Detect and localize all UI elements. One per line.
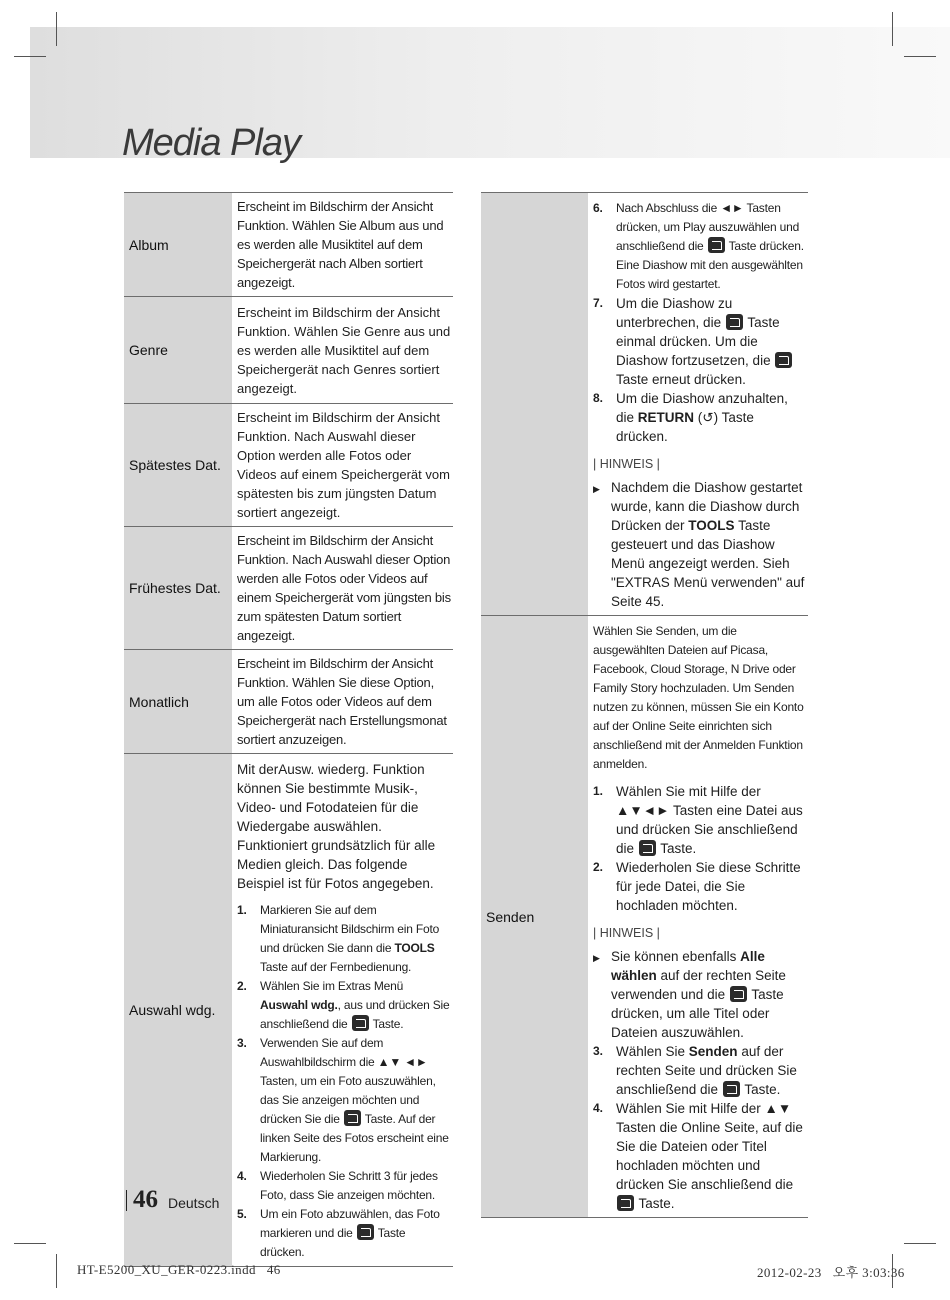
crop-mark [56, 12, 57, 46]
table-row [481, 616, 808, 1218]
enter-key-icon [352, 1015, 369, 1031]
row-description [588, 616, 808, 1218]
step-item: 1. Wählen Sie mit Hilfe der ▲▼◄► Tasten eine Datei aus und drücken Sie anschließend die Taste. [593, 784, 803, 856]
crop-mark [904, 1243, 936, 1244]
left-options-table [124, 192, 453, 1267]
row-description: Erscheint im Bildschirm der Ansicht Funktion. Wählen Sie Album aus und es werden alle Musiktitel auf dem Speichergerät nach Alben sortiert angezeigt. [232, 193, 453, 297]
table-row [124, 193, 453, 297]
row-label: Genre [124, 297, 232, 404]
crop-mark [56, 1254, 57, 1288]
table-row [124, 650, 453, 754]
step-item: 6. Nach Abschluss die ◄► Tasten drücken, um Play auszuwählen und anschließend die Taste drücken. Eine Diashow mit den ausgewählten Fotos wird gestartet. [593, 201, 804, 291]
senden-steps [593, 782, 806, 915]
step-item: 8. Um die Diashow anzuhalten, die RETURN (↺) Taste drücken. [593, 391, 788, 444]
step-item: 3. Verwenden Sie auf dem Auswahlbildschirm die ▲▼ ◄► Tasten, um ein Foto auszuwählen, das Sie anzeigen möchten und drücken Sie die Taste. Auf der linken Seite des Fotos erscheint eine Markierung. [237, 1036, 449, 1164]
row-description [232, 754, 453, 1267]
note-item: ▶ Sie können ebenfalls Alle wählen auf der rechten Seite verwenden und die Taste drücken, um alle Titel oder Dateien auszuwählen. [593, 949, 786, 1040]
enter-key-icon [775, 352, 792, 368]
triangle-bullet-icon: ▶ [593, 484, 600, 494]
enter-key-icon [708, 237, 725, 253]
row-description: Erscheint im Bildschirm der Ansicht Funktion. Wählen Sie Genre aus und es werden alle Musiktitel auf dem Speichergerät nach Genres sortiert angezeigt. [232, 297, 453, 404]
table-row [481, 193, 808, 616]
crop-mark [892, 12, 893, 46]
auswahl-steps [237, 901, 451, 1262]
footer-language: Deutsch [168, 1195, 220, 1211]
enter-key-icon [726, 314, 743, 330]
step-item: 2. Wählen Sie im Extras Menü Auswahl wdg., aus und drücken Sie anschließend die Taste. [237, 979, 450, 1031]
page-number: 46 [133, 1186, 158, 1213]
step-item: 5. Um ein Foto abzuwählen, das Foto markieren und die Taste drücken. [237, 1207, 440, 1259]
senden-intro: Wählen Sie Senden, um die ausgewählten Dateien auf Picasa, Facebook, Cloud Storage, N Drive oder Family Story hochzuladen. Um Senden nutzen zu können, müssen Sie ein Konto auf der Online Seite einrichten sich anschließend mit der Anmelden Funktion anmelden. [593, 624, 804, 771]
enter-key-icon [723, 1081, 740, 1097]
enter-key-icon [617, 1195, 634, 1211]
note-item: ▶ Nachdem die Diashow gestartet wurde, kann die Diashow durch Drücken der TOOLS Taste gesteuert und das Diashow Menü angezeigt werden. Sieh "EXTRAS Menü verwenden" auf Seite 45. [593, 480, 805, 609]
step-item: 3. Wählen Sie Senden auf der rechten Seite und drücken Sie anschließend die Taste. [593, 1044, 797, 1097]
senden-steps-more [593, 1042, 806, 1213]
crop-mark [14, 56, 46, 57]
print-slug-file: HT-E5200_XU_GER-0223.indd 46 [77, 1262, 281, 1277]
enter-key-icon [730, 986, 747, 1002]
row-label [481, 193, 588, 616]
row-label: Auswahl wdg. [124, 754, 232, 1267]
note-heading: | HINWEIS | [593, 926, 660, 940]
step-item: 2. Wiederholen Sie diese Schritte für jede Datei, die Sie hochladen möchten. [593, 860, 801, 913]
auswahl-intro: Mit derAusw. wiederg. Funktion können Sie bestimmte Musik-, Video- und Fotodateien für die Wiedergabe auswählen. Funktioniert grundsätzlich für alle Medien gleich. Das folgende Beispiel ist für Fotos angegeben. [237, 762, 436, 891]
row-label: Senden [481, 616, 588, 1218]
row-description: Erscheint im Bildschirm der Ansicht Funktion. Nach Auswahl dieser Option werden alle Fotos oder Videos auf einem Speichergerät vom spätesten bis zum jüngsten Datum sortiert angezeigt. [232, 404, 453, 527]
print-slug-date: 2012-02-23 오후 3:03:36 [757, 1265, 905, 1280]
crop-mark [14, 1243, 46, 1244]
right-options-table [481, 192, 808, 1218]
enter-key-icon [357, 1224, 374, 1240]
enter-key-icon [639, 840, 656, 856]
page-title: Media Play [122, 122, 300, 164]
table-row [124, 404, 453, 527]
row-description: Erscheint im Bildschirm der Ansicht Funktion. Wählen Sie diese Option, um alle Fotos oder Videos auf dem Speichergerät nach Erstellungsmonat sortiert anzuzeigen. [232, 650, 453, 754]
row-label: Album [124, 193, 232, 297]
triangle-bullet-icon: ▶ [593, 953, 600, 963]
row-description [588, 193, 808, 616]
row-label: Monatlich [124, 650, 232, 754]
table-row [124, 297, 453, 404]
step-item: 4. Wählen Sie mit Hilfe der ▲▼ Tasten die Online Seite, auf die Sie die Dateien oder Titel hochladen möchten und drücken Sie anschließend die Taste. [593, 1101, 803, 1211]
footer-divider [126, 1190, 127, 1211]
continued-steps [593, 199, 806, 294]
step-item: 4. Wiederholen Sie Schritt 3 für jedes Foto, dass Sie anzeigen möchten. [237, 1169, 438, 1202]
table-row [124, 527, 453, 650]
table-row [124, 754, 453, 1267]
note-heading: | HINWEIS | [593, 457, 660, 471]
enter-key-icon [344, 1110, 361, 1126]
crop-mark [904, 56, 936, 57]
row-label: Spätestes Dat. [124, 404, 232, 527]
row-description: Erscheint im Bildschirm der Ansicht Funktion. Nach Auswahl dieser Option werden alle Fotos oder Videos auf einem Speichergerät vom jüngsten bis zum spätesten Datum sortiert angezeigt. [232, 527, 453, 650]
step-item: 1. Markieren Sie auf dem Miniaturansicht Bildschirm ein Foto und drücken Sie dann die TOOLS Taste auf der Fernbedienung. [237, 903, 440, 974]
step-item: 7. Um die Diashow zu unterbrechen, die Taste einmal drücken. Um die Diashow fortzusetzen, die Taste erneut drücken. [593, 294, 806, 389]
continued-steps-large [593, 294, 806, 446]
row-label: Frühestes Dat. [124, 527, 232, 650]
